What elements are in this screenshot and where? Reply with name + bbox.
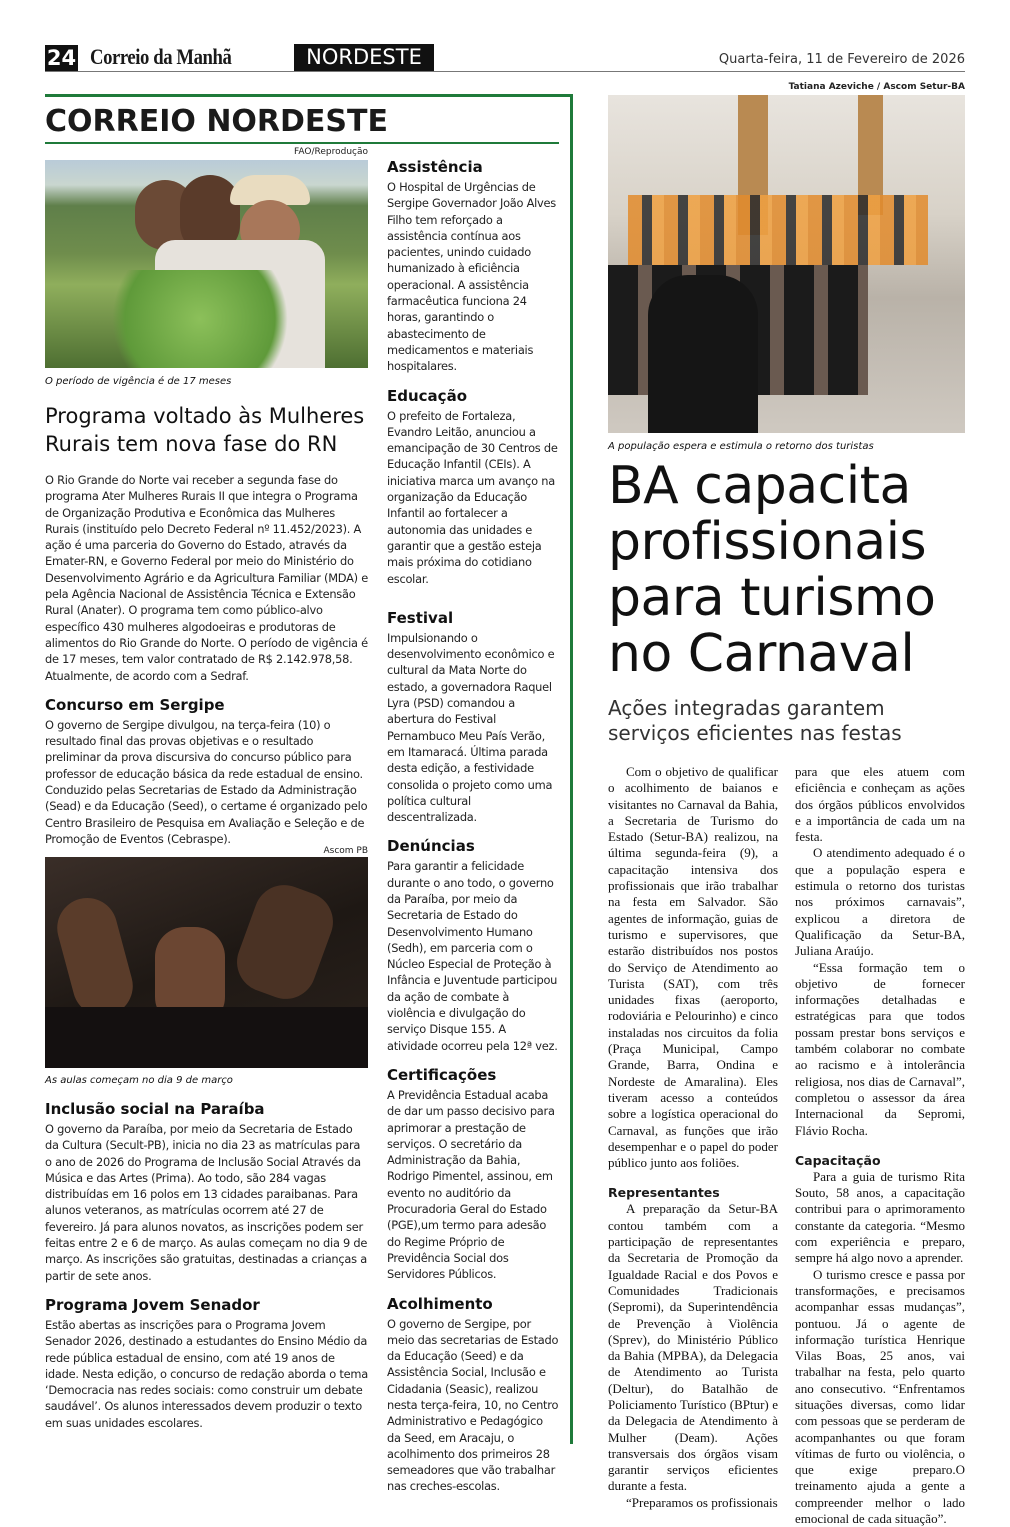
paragraph: Com o objetivo de qualificar o acolhimento de baianos e visitantes no Carnaval da Bahia, a Secretaria de Turismo do Estado (Setur-BA) realizou, na última segunda-feira (9), a capacitação intensiva dos profissionais que irão trabalhar na festa em Salvador. São agentes de informação, guias de turismo e supervisores, que estarão distribuídos nos postos do Serviço de Atendimento ao Turista (SAT), com três unidades fixas (aeroporto, rodoviária e Pelourinho) e cinco instaladas nos circuitos da folia (Praça Municipal, Campo Grande, Barra, Ondina e Nordeste de Amaralina). Eles tiveram acesso a conteúdos sobre a logística operacional do Carnaval, as funções que irão desempenhar e o papel do poder público junto aos foliões.	[608, 764, 778, 1171]
issue-date: Quarta-feira, 11 de Fevereiro de 2026	[718, 52, 965, 67]
photo-credit: Tatiana Azeviche / Ascom Setur-BA	[788, 82, 965, 92]
news-brief	[45, 696, 369, 847]
paragraph: para que eles atuem com eficiência e conheçam as ações dos órgãos públicos envolvidos e a importância de cada um na festa.	[795, 764, 965, 845]
news-brief	[387, 1295, 559, 1495]
photo-caption: A população espera e estimula o retorno dos turistas	[608, 441, 874, 452]
paragraph: “Preparamos os profissionais	[626, 1494, 778, 1510]
news-brief	[45, 1296, 369, 1431]
main-headline: BA capacita profissionais para turismo no Carnaval	[608, 456, 936, 684]
news-brief	[387, 387, 559, 587]
box-title-underline	[45, 142, 559, 144]
left-column	[45, 472, 369, 859]
orchestra-photo	[45, 857, 368, 1068]
page-number: 24	[46, 46, 77, 70]
brief-title: Certificações	[387, 1065, 497, 1084]
brief-text: O prefeito de Fortaleza, Evandro Leitão, anunciou a emancipação de 30 Centros de Educação Infantil (CEIs). A iniciativa marca um avanço na organização da Educação Infantil ao fortalecer a autonomia das unidades e garantir que a gestão esteja mais próxima do cotidiano escolar.	[387, 408, 558, 586]
middle-column	[387, 158, 559, 1507]
lead-paragraph: O Rio Grande do Norte vai receber a segunda fase do programa Ater Mulheres Rurais II que integra o Programa de Organização Produtiva e Econômica das Mulheres Rurais (instituído pelo Decreto Federal nº 11.452/2023). A ação é uma parceria do Governo do Estado, através da Emater-RN, e Governo Federal por meio do Ministério do Desenvolvimento Agrário e da Agricultura Familiar (MDA) e pela Agência Nacional de Assistência Técnica e Extensão Rural (Anater). O programa tem como público-alvo específico 430 mulheres algodoeiras e produtoras de alimentos do Rio Grande do Norte. O período de vigência é de 17 meses, tem valor contratado de R$ 2.142.978,58. Atualmente, de acordo com a Sedraf.	[45, 473, 368, 683]
main-column-2	[795, 764, 965, 1527]
brief-title: Programa Jovem Senador	[45, 1295, 260, 1314]
paragraph: O atendimento adequado é o que a população espera e estimula o retorno dos turistas nos próximos carnavais”, explicou a diretora de Qualificação da Setur-BA, Juliana Araújo.	[795, 845, 965, 959]
brief-text: Estão abertas as inscrições para o Programa Jovem Senador 2026, destinado a estudantes do Ensino Médio da rede pública estadual de ensino, com até 19 anos de idade. Nesta edição, o concurso de redação aborda o tema ‘Democracia nas redes sociais: como construir um debate saudável’. Os alunos interessados devem produzir o texto em suas unidades escolares.	[45, 1317, 368, 1430]
article-headline: Programa voltado às Mulheres Rurais tem nova fase do RN	[45, 404, 365, 456]
photo-caption: O período de vigência é de 17 meses	[45, 376, 232, 387]
paragraph: Para a guia de turismo Rita Souto, 58 anos, a capacitação contribui para o aprimoramento constante da categoria. “Mesmo com experiência e preparo, sempre há algo novo a aprender.	[795, 1168, 965, 1266]
brief-title: Denúncias	[387, 837, 475, 856]
photo-credit: Ascom PB	[323, 846, 368, 856]
subhead: Capacitação	[795, 1152, 881, 1168]
paragraph: O turismo cresce e passa por transformações, e precisamos acompanhar essas mudanças”, pontuou. Já o agente de informação turística Henrique Vilas Boas, 25 anos, vai trabalhar na festa, pelo quarto ano consecutivo. “Enfrentamos situações diversas, como lidar com pessoas que se perderam de acompanhantes ou que foram vítimas de furto ou violência, o que exige preparo.O treinamento ajuda a gente a compreender melhor o lado emocional de cada situação”.	[795, 1266, 965, 1527]
newspaper-logo: Correio da Manhã	[90, 44, 232, 69]
brief-text: O governo de Sergipe, por meio das secretarias de Estado da Educação (Seed) e da Assistência Social, Inclusão e Cidadania (Seasic), realizou nesta terça-feira, 10, no Centro Administrativo e Pedagógico da Seed, em Aracaju, o acolhimento dos primeiros 28 semeadores que vão trabalhar nas creches-escolas.	[387, 1316, 559, 1494]
photo-credit: FAO/Reprodução	[294, 147, 368, 157]
women-farmers-photo	[45, 160, 368, 368]
box-border-top	[45, 94, 573, 97]
news-brief	[45, 1100, 369, 1284]
section-label: NORDESTE	[294, 44, 434, 71]
brief-text: Impulsionando o desenvolvimento econômico e cultural da Mata Norte do estado, a governadora Raquel Lyra (PSD) comandou a abertura do Festival Pernambuco Meu País Verão, em Itamaracá. Última parada desta edição, a festividade consolida o projeto como uma política cultural descentralizada.	[387, 630, 555, 825]
brief-title: Educação	[387, 386, 467, 405]
brief-text: O Hospital de Urgências de Sergipe Governador João Alves Filho tem reforçado a assistência contínua aos pacientes, unindo cuidado humanizado à eficiência operacional. A assistência farmacêutica funciona 24 horas, garantindo o abastecimento de medicamentos e materiais hospitalares.	[387, 180, 556, 374]
brief-title: Festival	[387, 608, 454, 627]
left-column-lower	[45, 1100, 369, 1443]
brief-title: Concurso em Sergipe	[45, 695, 225, 714]
brief-title: Assistência	[387, 158, 483, 176]
news-brief	[387, 158, 559, 375]
news-brief	[387, 609, 559, 826]
brief-text: A Previdência Estadual acaba de dar um passo decisivo para aprimorar a prestação de serviços. O secretário da Administração da Bahia, Rodrigo Pimentel, assinou, em evento no auditório da Procuradoria Geral do Estado (PGE),um termo para adesão do Regime Próprio de Previdência Social dos Servidores Públicos.	[387, 1087, 555, 1282]
brief-title: Acolhimento	[387, 1294, 493, 1313]
photo-caption: As aulas começam no dia 9 de março	[45, 1075, 233, 1086]
brief-title: Inclusão social na Paraíba	[45, 1100, 265, 1118]
news-brief	[387, 1066, 559, 1283]
brief-text: O governo da Paraíba, por meio da Secretaria de Estado da Cultura (Secult-PB), inicia no dia 23 as matrículas para o ano de 2026 do Programa de Inclusão Social Através da Música e das Artes (Prima). Ao todo, são 284 vagas distribuídas em 16 polos em 13 cidades paraibanas. Para alunos veteranos, as matrículas ocorrem até 27 de fevereiro. Já para alunos novatos, as inscrições podem ser feitas entre 2 e 6 de março. As aulas começam no dia 9 de março. As inscrições são gratuitas, destinadas a crianças a partir de sete anos.	[45, 1122, 368, 1283]
box-border-right	[570, 94, 573, 1444]
brief-text: Para garantir a felicidade durante o ano todo, o governo da Paraíba, por meio da Secretaria de Estado do Desenvolvimento Humano (Sedh), em parceria com o Núcleo Especial de Proteção à Infância e Juventude participou da ação de combate à violência e divulgação do serviço Disque 155. A atividade ocorreu pela 12ª vez.	[387, 859, 558, 1053]
paragraph: “Essa formação tem o objetivo de fornecer informações detalhadas e estratégicas para que todos possam prestar bons serviços e também colaborar no combate ao racismo e à intolerância religiosa, nos dias de Carnaval”, completou o assessor da área Internacional da Sepromi, Flávio Rocha.	[795, 959, 965, 1138]
brief-text: O governo de Sergipe divulgou, na terça-feira (10) o resultado final das provas objetivas e o resultado preliminar da prova discursiva do concurso público para professor de educação básica da rede estadual de ensino. Conduzido pelas Secretarias de Estado da Administração (Sead) e da Educação (Seed), o certame é organizado pelo Centro Brasileiro de Pesquisa em Avaliação e Seleção e de Promoção de Eventos (Cebraspe).	[45, 717, 368, 846]
subhead: Representantes	[608, 1185, 720, 1201]
training-audience-photo	[608, 95, 965, 433]
news-brief	[387, 837, 559, 1054]
paragraph: A preparação da Setur-BA contou também com a participação de representantes da Secretaria de Promoção da Igualdade Racial e dos Povos e Comunidades Tradicionais (Sepromi), da Superintendência de Prevenção à Violência (Sprev), do Ministério Público da Bahia (MPBA), da Delegacia de Atendimento ao Turista (Deltur), do Batalhão de Policiamento Turístico (BPtur) e da Delegacia de Atendimento à Mulher (Deam). Ações transversais dos órgãos visam garantir serviços eficientes durante a festa.	[608, 1201, 778, 1494]
header-divider	[45, 71, 965, 72]
box-title: CORREIO NORDESTE	[45, 104, 388, 139]
main-column-1	[608, 764, 778, 1511]
main-deck: Ações integradas garantem serviços eficientes nas festas	[608, 696, 902, 745]
